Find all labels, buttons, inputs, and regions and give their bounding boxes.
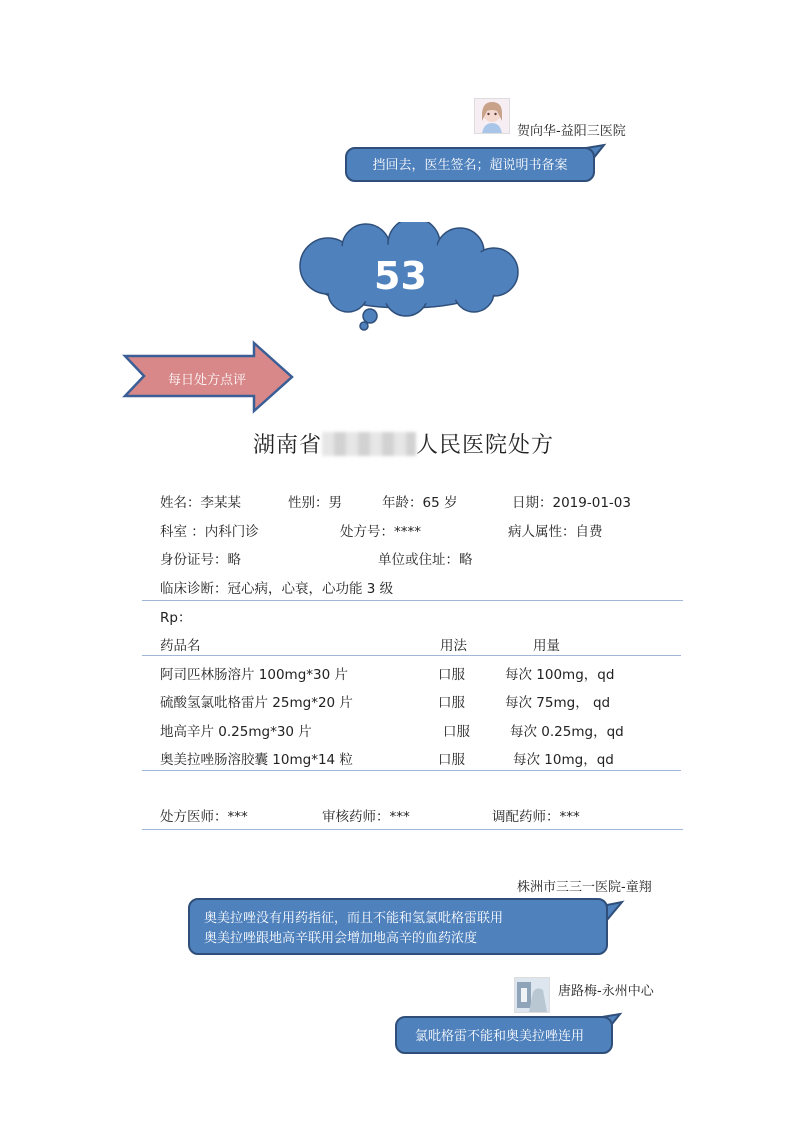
- address: 单位或住址：略: [378, 552, 473, 568]
- drug-usage: 口服: [438, 752, 465, 768]
- commenter-name: 唐路梅-永州中心: [558, 984, 654, 999]
- drug-name: 奥美拉唑肠溶胶囊 10mg*14 粒: [160, 752, 353, 768]
- drug-dose: 每次 0.25mg，qd: [510, 724, 624, 740]
- patient-name: 姓名：李某某: [160, 495, 241, 511]
- photo-avatar-icon: [514, 977, 550, 1013]
- id-number: 身份证号：略: [160, 552, 241, 568]
- comment-text-line: 奥美拉唑没有用药指征，而且不能和氢氯吡格雷联用: [204, 911, 504, 926]
- drug-dose: 每次 75mg， qd: [505, 695, 611, 711]
- patient-attribute: 病人属性：自费: [508, 524, 603, 540]
- prescription-number: 处方号：****: [340, 524, 421, 540]
- banner-label: 每日处方点评: [168, 373, 247, 388]
- comment-bubble: [188, 898, 608, 955]
- drug-dose: 每次 100mg，qd: [505, 667, 615, 683]
- divider: [142, 770, 681, 771]
- reviewing-pharmacist: 审核药师：***: [322, 809, 410, 825]
- prescribing-doctor: 处方医师：***: [160, 809, 248, 825]
- divider: [142, 600, 683, 601]
- drug-usage: 口服: [438, 667, 465, 683]
- number-cloud: [288, 222, 524, 334]
- prescription-date: 日期：2019-01-03: [512, 495, 631, 511]
- drug-name: 地高辛片 0.25mg*30 片: [160, 724, 312, 740]
- comment-bubble: [395, 1016, 613, 1054]
- drug-name: 阿司匹林肠溶片 100mg*30 片: [160, 667, 348, 683]
- redacted-hospital-name: [322, 432, 416, 456]
- comment-text: 氯吡格雷不能和奥美拉唑连用: [415, 1029, 585, 1044]
- commenter-name: 株洲市三三一医院-童翔: [517, 880, 652, 895]
- commenter-name: 贺向华-益阳三医院: [517, 124, 626, 139]
- title-prefix: 湖南省: [253, 433, 323, 458]
- comment-text: 挡回去，医生签名；超说明书备案: [372, 158, 568, 173]
- prescription-title: [253, 428, 554, 459]
- drug-column-header: 药品名: [160, 638, 201, 654]
- patient-age: 年龄：65 岁: [382, 495, 458, 511]
- drug-usage: 口服: [443, 724, 470, 740]
- dispensing-pharmacist: 调配药师：***: [492, 809, 580, 825]
- drug-usage: 口服: [438, 695, 465, 711]
- clinical-diagnosis: 临床诊断：冠心病，心衰，心功能 3 级: [160, 581, 394, 597]
- drug-dose: 每次 10mg，qd: [513, 752, 614, 768]
- daily-review-banner: [122, 340, 298, 414]
- drug-name: 硫酸氢氯吡格雷片 25mg*20 片: [160, 695, 353, 711]
- anime-girl-avatar-icon: [474, 98, 510, 134]
- department: 科室 ：内科门诊: [160, 524, 259, 540]
- title-suffix: 人民医院处方: [416, 433, 555, 458]
- divider: [142, 655, 681, 656]
- comment-bubble: [345, 147, 595, 182]
- divider: [142, 829, 683, 830]
- dose-column-header: 用量: [533, 638, 560, 654]
- comment-text-line: 奥美拉唑跟地高辛联用会增加地高辛的血药浓度: [204, 931, 478, 946]
- usage-column-header: 用法: [440, 638, 467, 654]
- rp-label: Rp：: [160, 610, 192, 626]
- review-number: 53: [374, 254, 427, 298]
- patient-gender: 性别：男: [288, 495, 342, 511]
